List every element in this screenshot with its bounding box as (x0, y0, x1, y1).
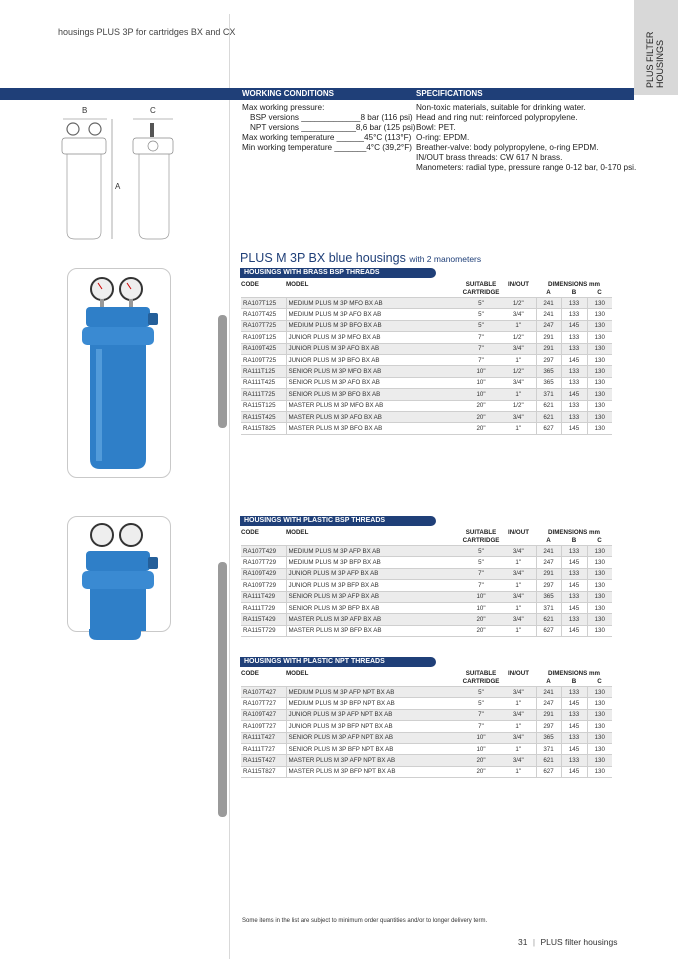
product-photo (67, 268, 171, 478)
table-row (241, 732, 612, 743)
table-row (241, 343, 612, 354)
cell-dim-b: 133 (561, 377, 587, 388)
footnote: Some items in the list are subject to minimum order quantities and/or to longer delivery term. (242, 918, 488, 924)
cell-model: MEDIUM PLUS M 3P AFP BX AB (286, 546, 461, 557)
cell-dim-c: 130 (587, 625, 612, 636)
cell-cartridge: 20" (461, 755, 501, 766)
cell-dim-b: 145 (561, 698, 587, 709)
col-suitable: SUITABLE (465, 281, 497, 288)
cell-model: SENIOR PLUS M 3P AFP BX AB (286, 591, 461, 602)
cell-dim-b: 145 (561, 423, 587, 434)
cell-code: RA111T727 (241, 743, 286, 754)
col-code: CODE (241, 529, 259, 536)
col-code: CODE (241, 281, 259, 288)
col-dimensions: DIMENSIONS mm (548, 670, 600, 677)
cell-dim-c: 130 (587, 698, 612, 709)
cell-dim-a: 627 (536, 766, 561, 777)
cell-model: JUNIOR PLUS M 3P MFO BX AB (286, 332, 461, 343)
table-row (241, 698, 612, 709)
cell-model: JUNIOR PLUS M 3P AFO BX AB (286, 343, 461, 354)
cell-dim-b: 145 (561, 743, 587, 754)
cell-model: MEDIUM PLUS M 3P BFP NPT BX AB (286, 698, 461, 709)
cell-inout: 1" (501, 557, 536, 568)
condition-line: Max working pressure: (242, 103, 325, 112)
table-row (241, 309, 612, 320)
cell-dim-a: 621 (536, 400, 561, 411)
cell-dim-c: 130 (587, 721, 612, 732)
table-title: HOUSINGS WITH PLASTIC BSP THREADS (240, 516, 436, 526)
cell-dim-c: 130 (587, 557, 612, 568)
cell-dim-b: 145 (561, 766, 587, 777)
table-row (241, 389, 612, 400)
specifications-heading: SPECIFICATIONS (416, 89, 483, 98)
cell-cartridge: 10" (461, 602, 501, 613)
cell-model: MASTER PLUS M 3P BFP NPT BX AB (286, 766, 461, 777)
cell-dim-c: 130 (587, 354, 612, 365)
table-title: HOUSINGS WITH PLASTIC NPT THREADS (240, 657, 436, 667)
dimension-diagram (55, 104, 185, 244)
cell-cartridge: 10" (461, 743, 501, 754)
col-b: B (571, 537, 577, 544)
cell-model: SENIOR PLUS M 3P BFP BX AB (286, 602, 461, 613)
cell-dim-a: 291 (536, 568, 561, 579)
spec-line: Manometers: radial type, pressure range 0-12 bar, 0-170 psi. (416, 163, 637, 172)
cell-model: MEDIUM PLUS M 3P BFO BX AB (286, 320, 461, 331)
cell-cartridge: 5" (461, 698, 501, 709)
cell-cartridge: 7" (461, 332, 501, 343)
condition-line: NPT versions ____________8,6 bar (125 psi) (250, 123, 416, 132)
cell-model: MASTER PLUS M 3P AFP NPT BX AB (286, 755, 461, 766)
cell-dim-b: 133 (561, 709, 587, 720)
spec-line: Head and ring nut: reinforced polypropylene. (416, 113, 578, 122)
table-row (241, 320, 612, 331)
cell-inout: 3/4" (501, 568, 536, 579)
cell-dim-c: 130 (587, 298, 612, 309)
table-row (241, 591, 612, 602)
cell-inout: 1" (501, 354, 536, 365)
col-b: B (571, 678, 577, 685)
col-a: A (546, 289, 551, 296)
spec-line: Breather-valve: body polypropylene, o-ring EPDM. (416, 143, 599, 152)
cell-inout: 3/4" (501, 411, 536, 422)
table-row (241, 625, 612, 636)
cell-cartridge: 20" (461, 423, 501, 434)
cell-dim-c: 130 (587, 366, 612, 377)
cell-dim-a: 365 (536, 591, 561, 602)
cell-code: RA115T825 (241, 423, 286, 434)
cell-code: RA107T125 (241, 298, 286, 309)
cell-dim-b: 133 (561, 546, 587, 557)
cell-cartridge: 20" (461, 400, 501, 411)
cell-dim-c: 130 (587, 766, 612, 777)
cell-dim-b: 145 (561, 354, 587, 365)
cell-dim-a: 241 (536, 687, 561, 698)
cell-inout: 3/4" (501, 546, 536, 557)
cell-dim-a: 621 (536, 614, 561, 625)
product-table (241, 670, 612, 778)
cell-dim-a: 371 (536, 602, 561, 613)
col-cartridge: CARTRIDGE (462, 289, 500, 296)
cell-inout: 1" (501, 320, 536, 331)
cell-dim-c: 130 (587, 411, 612, 422)
cell-dim-b: 133 (561, 687, 587, 698)
cell-code: RA107T729 (241, 557, 286, 568)
cell-model: MASTER PLUS M 3P BFP BX AB (286, 625, 461, 636)
cell-inout: 1" (501, 743, 536, 754)
cell-dim-b: 133 (561, 591, 587, 602)
col-c: C (597, 289, 602, 296)
cell-model: JUNIOR PLUS M 3P AFP BX AB (286, 568, 461, 579)
spec-line: O-ring: EPDM. (416, 133, 470, 142)
cell-dim-b: 133 (561, 614, 587, 625)
cell-dim-c: 130 (587, 309, 612, 320)
col-a: A (546, 678, 551, 685)
cell-dim-a: 371 (536, 389, 561, 400)
cell-inout: 3/4" (501, 755, 536, 766)
section-title (240, 251, 481, 265)
cell-inout: 3/4" (501, 591, 536, 602)
housing-image (68, 269, 170, 477)
cell-code: RA115T827 (241, 766, 286, 777)
col-dimensions: DIMENSIONS mm (548, 281, 600, 288)
cell-dim-a: 365 (536, 732, 561, 743)
cell-inout: 3/4" (501, 732, 536, 743)
cell-dim-c: 130 (587, 400, 612, 411)
cell-cartridge: 7" (461, 343, 501, 354)
cell-dim-c: 130 (587, 709, 612, 720)
table-row (241, 546, 612, 557)
tab-line-1: PLUS FILTER (645, 31, 655, 88)
header-breadcrumb: housings PLUS 3P for cartridges BX and CX (58, 27, 236, 37)
table-row (241, 755, 612, 766)
col-c: C (597, 537, 602, 544)
cell-inout: 1/2" (501, 366, 536, 377)
table-row (241, 743, 612, 754)
cell-inout: 3/4" (501, 343, 536, 354)
housing-bottom (77, 629, 157, 641)
cell-inout: 1" (501, 625, 536, 636)
cell-dim-b: 133 (561, 732, 587, 743)
cell-dim-b: 133 (561, 568, 587, 579)
cell-dim-a: 247 (536, 320, 561, 331)
table-row (241, 568, 612, 579)
cell-inout: 3/4" (501, 377, 536, 388)
cell-model: SENIOR PLUS M 3P AFP NPT BX AB (286, 732, 461, 743)
cell-dim-a: 365 (536, 366, 561, 377)
page-number: 31 (518, 937, 528, 947)
condition-line: Min working temperature _______4°C (39,2°F) (242, 143, 412, 152)
cell-cartridge: 7" (461, 580, 501, 591)
col-b: B (571, 289, 577, 296)
cell-cartridge: 7" (461, 709, 501, 720)
cell-model: JUNIOR PLUS M 3P BFO BX AB (286, 354, 461, 365)
cell-model: MASTER PLUS M 3P AFP BX AB (286, 614, 461, 625)
cell-inout: 1" (501, 389, 536, 400)
cell-model: SENIOR PLUS M 3P MFO BX AB (286, 366, 461, 377)
cell-code: RA109T725 (241, 354, 286, 365)
table-row (241, 709, 612, 720)
cell-cartridge: 20" (461, 614, 501, 625)
cell-dim-c: 130 (587, 602, 612, 613)
cell-model: MASTER PLUS M 3P AFO BX AB (286, 411, 461, 422)
cell-model: MASTER PLUS M 3P BFO BX AB (286, 423, 461, 434)
cell-dim-c: 130 (587, 614, 612, 625)
cell-dim-a: 627 (536, 423, 561, 434)
cell-dim-b: 133 (561, 366, 587, 377)
col-code: CODE (241, 670, 259, 677)
spec-line: Non-toxic materials, suitable for drinking water. (416, 103, 586, 112)
col-model: MODEL (286, 529, 309, 536)
cell-dim-c: 130 (587, 377, 612, 388)
cell-inout: 1" (501, 766, 536, 777)
cell-dim-c: 130 (587, 591, 612, 602)
cell-dim-a: 247 (536, 698, 561, 709)
table-row (241, 400, 612, 411)
table-row (241, 721, 612, 732)
cell-inout: 3/4" (501, 687, 536, 698)
table-row (241, 614, 612, 625)
product-photo (67, 516, 171, 632)
cell-code: RA109T427 (241, 709, 286, 720)
cell-cartridge: 10" (461, 377, 501, 388)
cell-model: JUNIOR PLUS M 3P BFP BX AB (286, 580, 461, 591)
table-row (241, 366, 612, 377)
page-edge-marker (218, 562, 227, 817)
table-row (241, 411, 612, 422)
table-row (241, 354, 612, 365)
cell-code: RA111T125 (241, 366, 286, 377)
working-conditions-heading: WORKING CONDITIONS (242, 89, 334, 98)
product-table (241, 281, 612, 435)
cell-model: JUNIOR PLUS M 3P AFP NPT BX AB (286, 709, 461, 720)
diagram-label-c: C (150, 106, 156, 115)
spec-line: Bowl: PET. (416, 123, 456, 132)
cell-code: RA107T427 (241, 687, 286, 698)
cell-inout: 1" (501, 423, 536, 434)
cell-model: MEDIUM PLUS M 3P MFO BX AB (286, 298, 461, 309)
cell-dim-c: 130 (587, 320, 612, 331)
working-conditions (242, 103, 416, 153)
cell-model: MEDIUM PLUS M 3P BFP BX AB (286, 557, 461, 568)
housing-image (68, 517, 170, 631)
cell-cartridge: 20" (461, 411, 501, 422)
cell-dim-c: 130 (587, 423, 612, 434)
cell-cartridge: 10" (461, 366, 501, 377)
cell-inout: 1" (501, 721, 536, 732)
table-row (241, 423, 612, 434)
condition-line: BSP versions _____________8 bar (116 psi) (250, 113, 413, 122)
col-a: A (546, 537, 551, 544)
cell-code: RA115T729 (241, 625, 286, 636)
cell-dim-a: 241 (536, 309, 561, 320)
cell-dim-b: 145 (561, 320, 587, 331)
page-footer (518, 937, 617, 947)
column-divider (229, 14, 230, 959)
cell-dim-b: 145 (561, 557, 587, 568)
cell-dim-a: 621 (536, 755, 561, 766)
section-title-text: PLUS M 3P BX blue housings (240, 251, 406, 265)
cell-code: RA109T425 (241, 343, 286, 354)
cell-inout: 3/4" (501, 309, 536, 320)
cell-dim-b: 145 (561, 721, 587, 732)
cell-model: MEDIUM PLUS M 3P AFO BX AB (286, 309, 461, 320)
cell-code: RA111T425 (241, 377, 286, 388)
cell-dim-a: 291 (536, 332, 561, 343)
cell-dim-a: 297 (536, 580, 561, 591)
cell-code: RA107T429 (241, 546, 286, 557)
table-row (241, 298, 612, 309)
cell-dim-b: 145 (561, 625, 587, 636)
col-model: MODEL (286, 281, 309, 288)
cell-dim-a: 241 (536, 298, 561, 309)
cell-code: RA107T725 (241, 320, 286, 331)
diagram-label-b: B (82, 106, 88, 115)
cell-dim-c: 130 (587, 343, 612, 354)
cell-dim-c: 130 (587, 687, 612, 698)
cell-code: RA115T427 (241, 755, 286, 766)
table-row (241, 580, 612, 591)
cell-cartridge: 20" (461, 766, 501, 777)
table-row (241, 332, 612, 343)
cell-dim-b: 133 (561, 309, 587, 320)
cell-inout: 1/2" (501, 298, 536, 309)
cell-code: RA111T427 (241, 732, 286, 743)
col-cartridge: CARTRIDGE (462, 537, 500, 544)
col-cartridge: CARTRIDGE (462, 678, 500, 685)
cell-dim-c: 130 (587, 755, 612, 766)
cell-model: MEDIUM PLUS M 3P AFP NPT BX AB (286, 687, 461, 698)
cell-code: RA111T429 (241, 591, 286, 602)
table-row (241, 602, 612, 613)
cell-dim-a: 297 (536, 721, 561, 732)
table-row (241, 557, 612, 568)
cell-dim-a: 291 (536, 343, 561, 354)
table-title: HOUSINGS WITH BRASS BSP THREADS (240, 268, 436, 278)
cell-model: MASTER PLUS M 3P MFO BX AB (286, 400, 461, 411)
cell-dim-c: 130 (587, 743, 612, 754)
cell-dim-b: 133 (561, 343, 587, 354)
cell-code: RA109T729 (241, 580, 286, 591)
cell-code: RA111T729 (241, 602, 286, 613)
cell-code: RA109T125 (241, 332, 286, 343)
cell-inout: 3/4" (501, 614, 536, 625)
page-edge-marker (218, 315, 227, 428)
cell-code: RA111T725 (241, 389, 286, 400)
col-suitable: SUITABLE (465, 529, 497, 536)
section-subtitle: with 2 manometers (409, 254, 482, 264)
cell-dim-c: 130 (587, 568, 612, 579)
cell-inout: 3/4" (501, 709, 536, 720)
cell-cartridge: 7" (461, 354, 501, 365)
cell-cartridge: 20" (461, 625, 501, 636)
cell-inout: 1" (501, 602, 536, 613)
cell-cartridge: 7" (461, 721, 501, 732)
cell-model: SENIOR PLUS M 3P AFO BX AB (286, 377, 461, 388)
cell-model: JUNIOR PLUS M 3P BFP NPT BX AB (286, 721, 461, 732)
cell-cartridge: 7" (461, 568, 501, 579)
cell-cartridge: 5" (461, 309, 501, 320)
cell-dim-b: 145 (561, 389, 587, 400)
cell-cartridge: 10" (461, 732, 501, 743)
cell-dim-b: 133 (561, 400, 587, 411)
cell-dim-b: 133 (561, 411, 587, 422)
cell-dim-a: 297 (536, 354, 561, 365)
spec-line: IN/OUT brass threads: CW 617 N brass. (416, 153, 563, 162)
cell-dim-a: 627 (536, 625, 561, 636)
col-suitable: SUITABLE (465, 670, 497, 677)
table-row (241, 766, 612, 777)
cell-dim-c: 130 (587, 389, 612, 400)
cell-inout: 1/2" (501, 332, 536, 343)
cell-dim-b: 133 (561, 332, 587, 343)
cell-dim-b: 133 (561, 298, 587, 309)
cell-dim-a: 241 (536, 546, 561, 557)
product-table (241, 529, 612, 637)
col-inout: IN/OUT (508, 281, 529, 288)
col-model: MODEL (286, 670, 309, 677)
cell-code: RA107T425 (241, 309, 286, 320)
diagram-label-a: A (115, 182, 121, 191)
cell-model: SENIOR PLUS M 3P BFP NPT BX AB (286, 743, 461, 754)
cell-model: SENIOR PLUS M 3P BFO BX AB (286, 389, 461, 400)
cell-cartridge: 5" (461, 687, 501, 698)
cell-dim-b: 133 (561, 755, 587, 766)
cell-dim-c: 130 (587, 732, 612, 743)
cell-cartridge: 10" (461, 389, 501, 400)
section-tab (634, 0, 678, 95)
cell-dim-c: 130 (587, 332, 612, 343)
cell-dim-a: 247 (536, 557, 561, 568)
cell-dim-a: 365 (536, 377, 561, 388)
footer-divider: | (532, 937, 536, 947)
cell-cartridge: 5" (461, 557, 501, 568)
cell-cartridge: 5" (461, 298, 501, 309)
col-dimensions: DIMENSIONS mm (548, 529, 600, 536)
cell-code: RA107T727 (241, 698, 286, 709)
cell-dim-a: 291 (536, 709, 561, 720)
cell-dim-c: 130 (587, 580, 612, 591)
footer-section: PLUS filter housings (540, 937, 618, 947)
col-inout: IN/OUT (508, 529, 529, 536)
cell-dim-b: 145 (561, 602, 587, 613)
cell-inout: 1" (501, 580, 536, 591)
cell-inout: 1" (501, 698, 536, 709)
cell-inout: 1/2" (501, 400, 536, 411)
cell-dim-c: 130 (587, 546, 612, 557)
cell-code: RA115T125 (241, 400, 286, 411)
table-row (241, 377, 612, 388)
cell-code: RA115T429 (241, 614, 286, 625)
cell-dim-b: 145 (561, 580, 587, 591)
cell-dim-a: 621 (536, 411, 561, 422)
cell-code: RA109T727 (241, 721, 286, 732)
specifications (416, 103, 636, 173)
tab-line-2: HOUSINGS (655, 39, 665, 88)
cell-dim-a: 371 (536, 743, 561, 754)
cell-code: RA115T425 (241, 411, 286, 422)
cell-code: RA109T429 (241, 568, 286, 579)
col-c: C (597, 678, 602, 685)
cell-cartridge: 5" (461, 320, 501, 331)
table-row (241, 687, 612, 698)
cell-cartridge: 5" (461, 546, 501, 557)
condition-line: Max working temperature ______45°C (113°F) (242, 133, 412, 142)
cell-cartridge: 10" (461, 591, 501, 602)
col-inout: IN/OUT (508, 670, 529, 677)
